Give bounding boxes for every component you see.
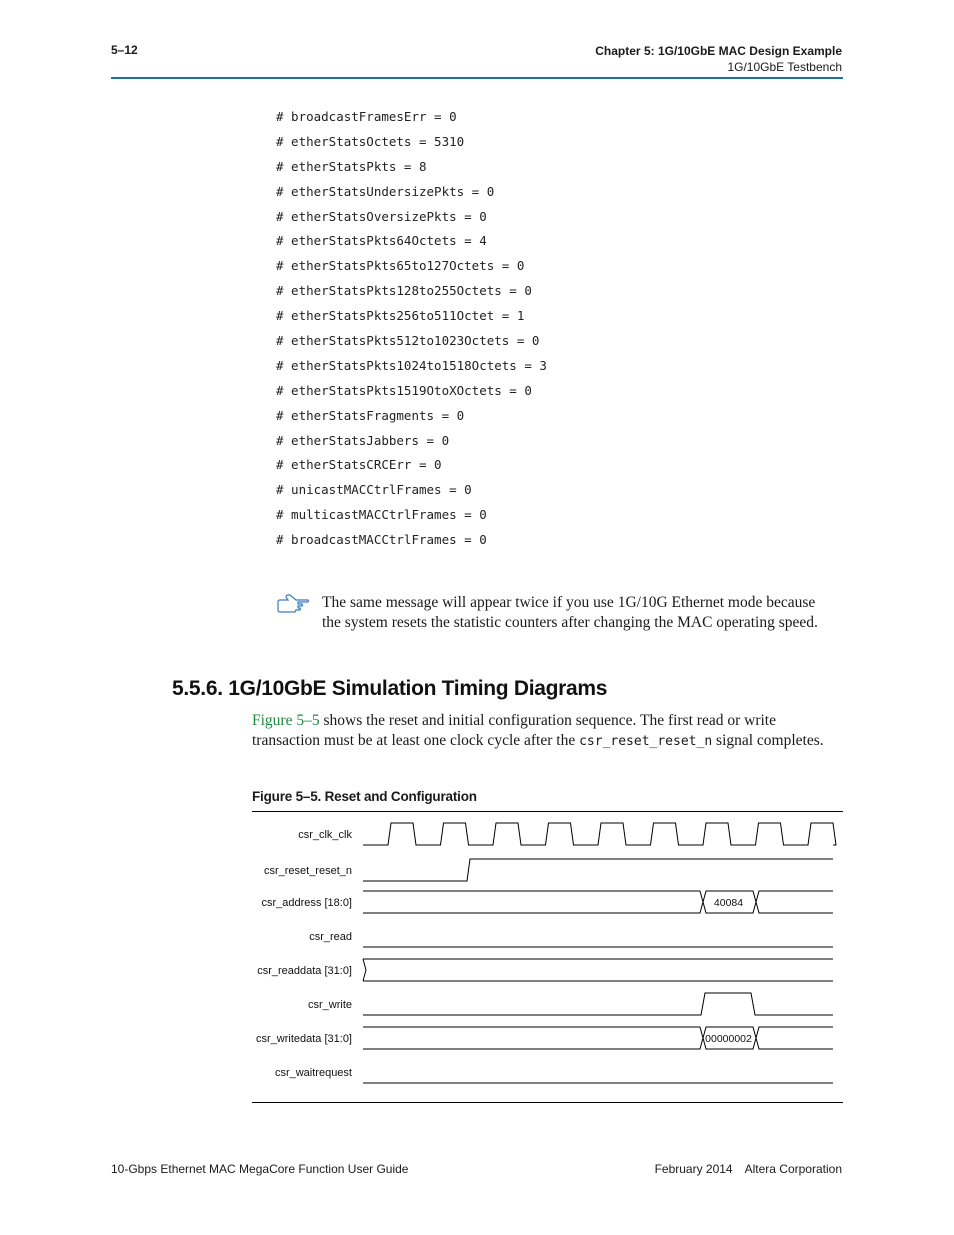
code-line: # multicastMACCtrlFrames = 0: [276, 507, 487, 523]
subsection-title: 1G/10GbE Testbench: [727, 60, 842, 74]
code-line: # broadcastMACCtrlFrames = 0: [276, 532, 487, 548]
footer-title: 10-Gbps Ethernet MAC MegaCore Function User Guide: [111, 1162, 409, 1176]
code-line: # etherStatsOctets = 5310: [276, 133, 465, 149]
code-line: # unicastMACCtrlFrames = 0: [276, 482, 472, 498]
figure-link[interactable]: Figure 5–5: [252, 712, 320, 729]
signal-label: csr_address [18:0]: [261, 897, 352, 909]
code-line: # etherStatsPkts1024to1518Octets = 3: [276, 357, 547, 373]
code-line: # etherStatsPkts = 8: [276, 158, 427, 174]
code-line: # broadcastFramesErr = 0: [276, 109, 457, 124]
code-line: # etherStatsPkts65to127Octets = 0: [276, 258, 525, 274]
para-text-1: shows the reset and initial configuration sequence. The first read or write transaction must be at least one clock cycle after the: [252, 712, 776, 749]
para-text-2: signal completes.: [712, 732, 824, 749]
code-line: # etherStatsOversizePkts = 0: [276, 208, 487, 224]
footer-meta: [655, 1162, 842, 1176]
code-line: # etherStatsJabbers = 0: [276, 432, 450, 448]
page-number: 5–12: [111, 43, 138, 57]
note-text: The same message will appear twice if you use 1G/10G Ethernet mode because the system resets the statistic counters after changing the MAC operating speed.: [322, 594, 818, 631]
clock-waveform: [363, 823, 836, 845]
signal-label: csr_write: [307, 999, 352, 1011]
footer-company: Altera Corporation: [744, 1162, 842, 1176]
bus-value-label: 40084: [713, 897, 744, 909]
bus-waveform: [363, 959, 833, 981]
code-line: # etherStatsPkts1519OtoXOctets = 0: [276, 382, 532, 398]
section-heading: 5.5.6. 1G/10GbE Simulation Timing Diagrams: [172, 677, 608, 700]
signal-label: csr_reset_reset_n: [263, 865, 352, 877]
code-line: # etherStatsPkts128to255Octets = 0: [276, 283, 532, 299]
chapter-title: Chapter 5: 1G/10GbE MAC Design Example: [595, 44, 842, 58]
signal-name: csr_reset_reset_n: [579, 734, 713, 749]
figure-caption: Figure 5–5. Reset and Configuration: [252, 789, 477, 804]
code-line: # etherStatsUndersizePkts = 0: [276, 183, 495, 199]
signal-label: csr_waitrequest: [274, 1067, 352, 1079]
signal-label: csr_clk_clk: [298, 829, 352, 841]
signal-label: csr_readdata [31:0]: [257, 965, 352, 977]
reset-waveform: [363, 859, 833, 881]
code-line: # etherStatsCRCErr = 0: [276, 457, 442, 473]
bus-value-label: 00000002: [705, 1033, 752, 1045]
code-line: # etherStatsPkts256to511Octet = 1: [276, 308, 525, 324]
footer-date: February 2014: [654, 1162, 733, 1176]
code-line: # etherStatsPkts512to1023Octets = 0: [276, 333, 540, 349]
signal-label: csr_writedata [31:0]: [256, 1033, 352, 1045]
code-line: # etherStatsPkts64Octets = 4: [276, 233, 487, 249]
signal-label: csr_read: [309, 931, 352, 943]
bus-waveform: [363, 891, 833, 913]
code-line: # etherStatsFragments = 0: [276, 407, 465, 423]
bus-waveform: [363, 1027, 833, 1049]
pulse-waveform: [363, 993, 833, 1015]
